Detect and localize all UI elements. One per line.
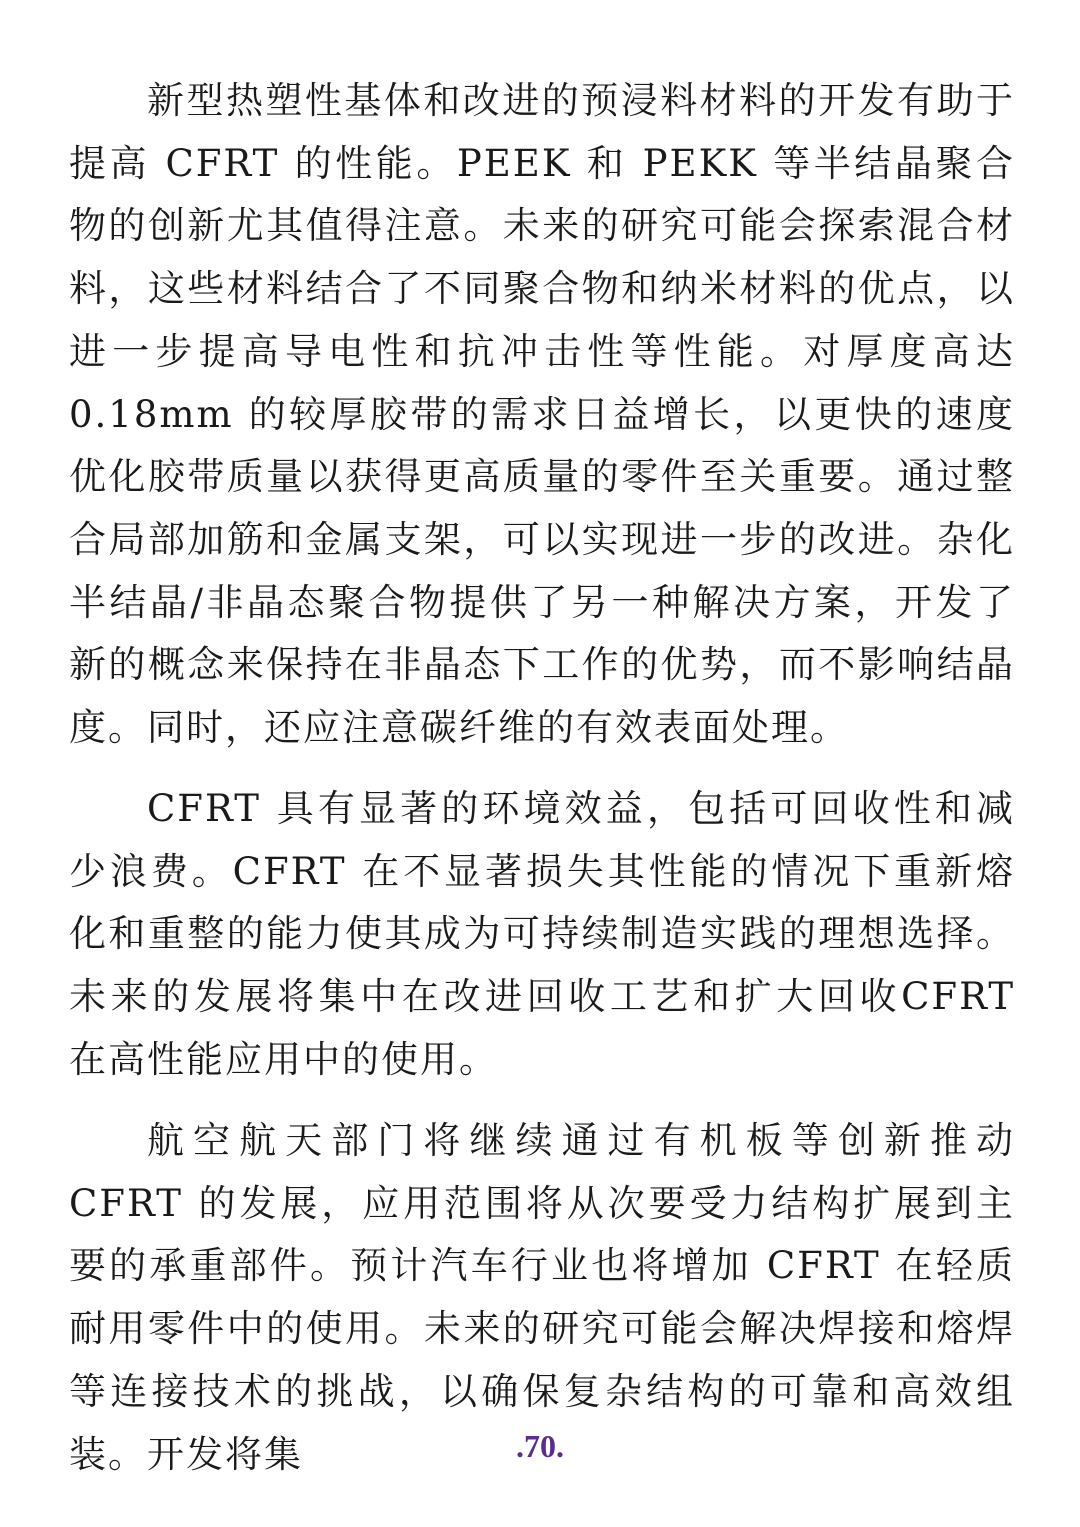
page-number: .70.	[516, 1428, 564, 1464]
paragraph-3: 航空航天部门将继续通过有机板等创新推动 CFRT 的发展，应用范围将从次要受力结构扩展到主要的承重部件。预计汽车行业也将增加 CFRT 在轻质耐用零件中的使用。未来的研究可能会解决焊接和熔焊等连接技术的挑战，以确保复杂结构的可靠和高效组装。开发将集	[69, 1119, 1015, 1476]
paragraph-2: CFRT 具有显著的环境效益，包括可回收性和减少浪费。CFRT 在不显著损失其性能的情况下重新熔化和重整的能力使其成为可持续制造实践的理想选择。未来的发展将集中在改进回收工艺和扩大回收CFRT 在高性能应用中的使用。	[69, 787, 1015, 1081]
paragraph-1: 新型热塑性基体和改进的预浸料材料的开发有助于提高 CFRT 的性能。PEEK 和 PEKK 等半结晶聚合物的创新尤其值得注意。未来的研究可能会探索混合材料，这些材料结合了不同聚合物和纳米材料的优点，以进一步提高导电性和抗冲击性等性能。对厚度高达 0.18mm 的较厚胶带的需求日益增长，以更快的速度优化胶带质量以获得更高质量的零件至关重要。通过整合局部加筋和金属支架，可以实现进一步的改进。杂化半结晶/非晶态聚合物提供了另一种解决方案，开发了新的概念来保持在非晶态下工作的优势，而不影响结晶度。同时，还应注意碳纤维的有效表面处理。	[69, 79, 1015, 750]
